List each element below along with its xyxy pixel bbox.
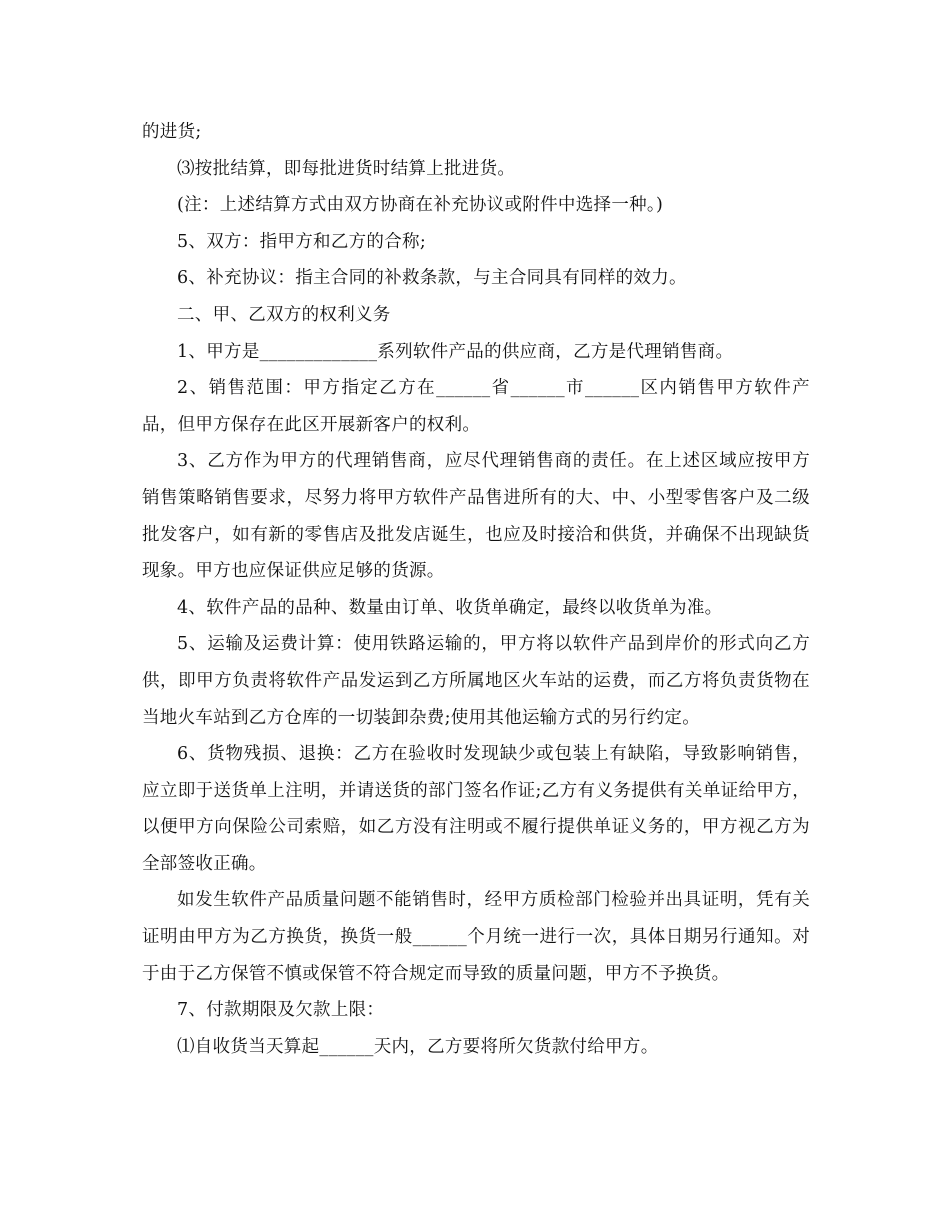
paragraph-clause-7: 7、付款期限及欠款上限： xyxy=(177,1000,385,1021)
paragraph-clause-2: 2、销售范围：甲方指定乙方在______省______市______区内销售甲方软件产品，但甲方保存在此区开展新客户的权利。 xyxy=(142,378,810,435)
paragraph-quality-exchange: 如发生软件产品质量问题不能销售时，经甲方质检部门检验并出具证明，凭有关证明由甲方为乙方换货，换货一般______个月统一进行一次，具体日期另行通知。对于由于乙方保管不慎或保管不符合规定而导致的质量问题，甲方不予换货。 xyxy=(142,890,810,984)
paragraph-definition-supplement: 6、补充协议：指主合同的补救条款，与主合同具有同样的效力。 xyxy=(177,268,687,289)
paragraph-clause-6: 6、货物残损、退换：乙方在验收时发现缺少或包装上有缺陷，导致影响销售，应立即于送货单上注明，并请送货的部门签名作证;乙方有义务提供有关单证给甲方，以便甲方向保险公司索赔，如乙方没有注明或不履行提供单证义务的，甲方视乙方为全部签收正确。 xyxy=(142,744,810,874)
paragraph-definition-parties: 5、双方：指甲方和乙方的合称; xyxy=(177,231,427,252)
paragraph-settlement-by-batch: ⑶按批结算，即每批进货时结算上批进货。 xyxy=(177,158,516,179)
document-body xyxy=(142,114,810,1065)
paragraph-settlement-note: (注：上述结算方式由双方协商在补充协议或附件中选择一种。) xyxy=(177,195,664,216)
paragraph-clause-1: 1、甲方是_____________系列软件产品的供应商，乙方是代理销售商。 xyxy=(177,341,734,362)
paragraph-clause-3: 3、乙方作为甲方的代理销售商，应尽代理销售商的责任。在上述区域应按甲方销售策略销售要求，尽努力将甲方软件产品售进所有的大、中、小型零售客户及二级批发客户，如有新的零售店及批发店诞生，也应及时接洽和供货，并确保不出现缺货现象。甲方也应保证供应足够的货源。 xyxy=(142,451,810,582)
paragraph-clause-4: 4、软件产品的品种、数量由订单、收货单确定，最终以收货单为准。 xyxy=(177,597,723,618)
paragraph-payment-term: ⑴自收货当天算起______天内，乙方要将所欠货款付给甲方。 xyxy=(177,1036,659,1057)
paragraph-fragment: 的进货; xyxy=(142,122,202,142)
paragraph-clause-5: 5、运输及运费计算：使用铁路运输的，甲方将以软件产品到岸价的形式向乙方供，即甲方负责将软件产品发运到乙方所属地区火车站的运费，而乙方将负责货物在当地火车站到乙方仓库的一切装卸杂费;使用其他运输方式的另行约定。 xyxy=(142,634,810,728)
section-heading-rights-obligations: 二、甲、乙双方的权利义务 xyxy=(177,304,391,325)
